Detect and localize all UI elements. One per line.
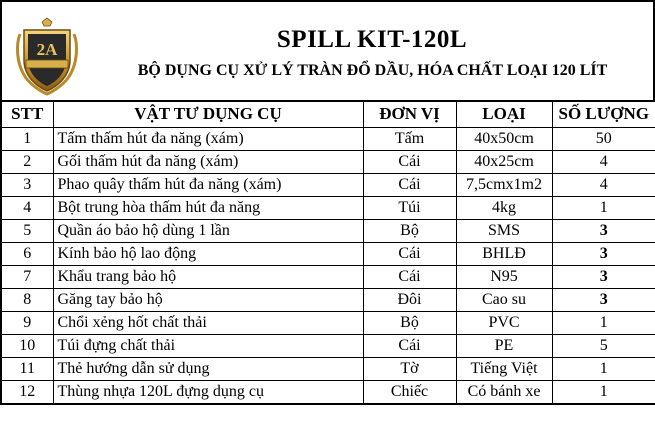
table-row	[1, 380, 655, 404]
cell-item: Chổi xẻng hốt chất thải	[53, 311, 363, 334]
cell-stt: 9	[1, 311, 53, 334]
cell-stt: 3	[1, 173, 53, 196]
cell-quantity: 3	[552, 219, 655, 242]
cell-unit: Cái	[363, 265, 456, 288]
cell-quantity: 3	[552, 242, 655, 265]
cell-stt: 6	[1, 242, 53, 265]
company-logo-shield-icon	[12, 16, 82, 96]
cell-unit: Cái	[363, 334, 456, 357]
table-row	[1, 265, 655, 288]
column-header-unit: ĐƠN VỊ	[363, 101, 456, 127]
cell-item: Găng tay bảo hộ	[53, 288, 363, 311]
cell-stt: 8	[1, 288, 53, 311]
cell-item: Kính bảo hộ lao động	[53, 242, 363, 265]
column-header-item: VẬT TƯ DỤNG CỤ	[53, 101, 363, 127]
table-row	[1, 288, 655, 311]
table-row	[1, 196, 655, 219]
cell-type: 40x25cm	[456, 150, 552, 173]
cell-item: Thùng nhựa 120L đựng dụng cụ	[53, 380, 363, 404]
cell-item: Quần áo bảo hộ dùng 1 lần	[53, 219, 363, 242]
cell-type: PE	[456, 334, 552, 357]
document-title: SPILL KIT-120L	[276, 26, 468, 53]
cell-quantity: 3	[552, 288, 655, 311]
cell-type: Cao su	[456, 288, 552, 311]
table-row	[1, 219, 655, 242]
cell-item: Túi đựng chất thải	[53, 334, 363, 357]
cell-item: Tấm thấm hút đa năng (xám)	[53, 127, 363, 150]
table-row	[1, 357, 655, 380]
cell-item: Gối thấm hút đa năng (xám)	[53, 150, 363, 173]
cell-quantity: 50	[552, 127, 655, 150]
cell-unit: Cái	[363, 242, 456, 265]
cell-unit: Tờ	[363, 357, 456, 380]
cell-quantity: 4	[552, 150, 655, 173]
cell-stt: 10	[1, 334, 53, 357]
cell-type: SMS	[456, 219, 552, 242]
table-row	[1, 173, 655, 196]
cell-type: Tiếng Việt	[456, 357, 552, 380]
table-row	[1, 311, 655, 334]
document-subtitle: BỘ DỤNG CỤ XỬ LÝ TRÀN ĐỔ DẦU, HÓA CHẤT LOẠI 120 LÍT	[137, 62, 608, 79]
document-header	[0, 0, 655, 100]
cell-item: Khẩu trang bảo hộ	[53, 265, 363, 288]
item-table	[0, 100, 655, 405]
cell-quantity: 4	[552, 173, 655, 196]
cell-type: N95	[456, 265, 552, 288]
cell-unit: Cái	[363, 173, 456, 196]
cell-stt: 7	[1, 265, 53, 288]
table-header-row	[1, 101, 655, 127]
cell-type: 4kg	[456, 196, 552, 219]
column-header-type: LOẠI	[456, 101, 552, 127]
cell-stt: 12	[1, 380, 53, 404]
cell-quantity: 5	[552, 334, 655, 357]
cell-stt: 5	[1, 219, 53, 242]
cell-type: 7,5cmx1m2	[456, 173, 552, 196]
cell-type: BHLĐ	[456, 242, 552, 265]
cell-quantity: 1	[552, 357, 655, 380]
cell-stt: 1	[1, 127, 53, 150]
cell-type: Có bánh xe	[456, 380, 552, 404]
column-header-stt: STT	[1, 101, 53, 127]
cell-unit: Đôi	[363, 288, 456, 311]
table-row	[1, 242, 655, 265]
cell-item: Phao quây thấm hút đa năng (xám)	[53, 173, 363, 196]
cell-quantity: 1	[552, 196, 655, 219]
column-header-quantity: SỐ LƯỢNG	[552, 101, 655, 127]
cell-item: Bột trung hòa thấm hút đa năng	[53, 196, 363, 219]
cell-unit: Bộ	[363, 311, 456, 334]
cell-unit: Cái	[363, 150, 456, 173]
cell-unit: Túi	[363, 196, 456, 219]
table-row	[1, 334, 655, 357]
table-row	[1, 127, 655, 150]
cell-quantity: 1	[552, 311, 655, 334]
cell-stt: 11	[1, 357, 53, 380]
cell-quantity: 3	[552, 265, 655, 288]
cell-stt: 4	[1, 196, 53, 219]
cell-type: PVC	[456, 311, 552, 334]
cell-unit: Bộ	[363, 219, 456, 242]
cell-type: 40x50cm	[456, 127, 552, 150]
cell-quantity: 1	[552, 380, 655, 404]
cell-unit: Chiếc	[363, 380, 456, 404]
logo-text: 2A	[36, 40, 58, 59]
cell-unit: Tấm	[363, 127, 456, 150]
cell-item: Thẻ hướng dẫn sử dụng	[53, 357, 363, 380]
table-row	[1, 150, 655, 173]
cell-stt: 2	[1, 150, 53, 173]
